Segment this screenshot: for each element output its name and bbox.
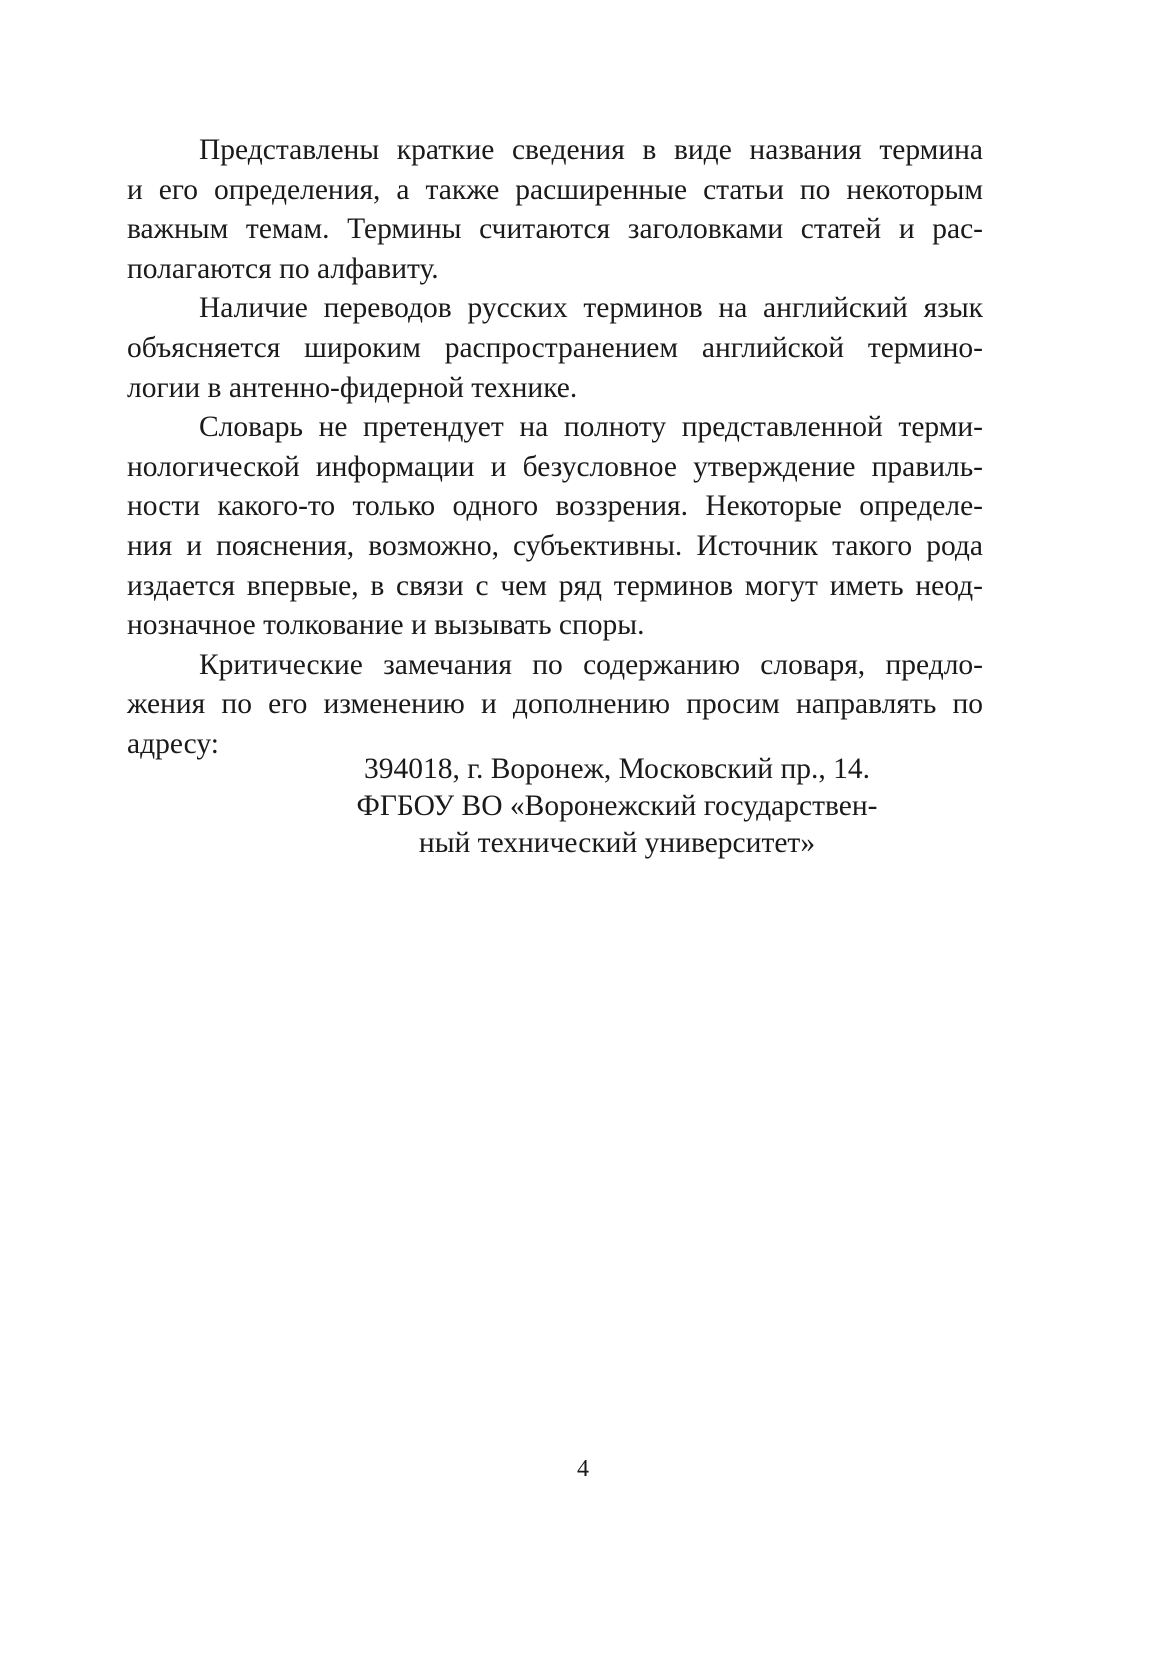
text-line: ния и пояснения, возможно, субъективны. Источник такого рода: [127, 529, 983, 562]
text-line: ности какого-то только одного воззрения. Некоторые определе-: [127, 490, 983, 523]
address-line: ФГБОУ ВО «Воронежский государствен-: [356, 790, 878, 822]
text-line: и его определения, а также расширенные статьи по некоторым: [127, 173, 983, 206]
text-line: Критические замечания по содержанию словаря, предло-: [199, 648, 983, 681]
paragraph-1: [127, 131, 983, 289]
text-line: издается впервые, в связи с чем ряд терминов могут иметь неод-: [127, 569, 983, 602]
page-number: 4: [577, 1456, 589, 1482]
body-text: [127, 131, 983, 765]
address-line: 394018, г. Воронеж, Московский пр., 14.: [363, 753, 871, 785]
address-line: ный технический университет»: [418, 827, 816, 859]
paragraph-2: [127, 289, 983, 408]
text-line: Представлены краткие сведения в виде названия термина: [199, 134, 983, 166]
text-line: логии в антенно-фидерной технике.: [127, 371, 578, 404]
text-line: объясняется широким распространением английской термино-: [127, 331, 983, 364]
text-line: важным темам. Термины считаются заголовками статей и рас-: [127, 213, 983, 246]
text-line: нозначное толкование и вызывать споры.: [127, 609, 645, 642]
text-line: жения по его изменению и дополнению просим направлять по: [127, 688, 983, 721]
text-line: Наличие переводов русских терминов на английский язык: [199, 292, 983, 325]
text-line: Словарь не претендует на полноту представленной терми-: [199, 411, 983, 444]
paragraph-4: [127, 646, 983, 765]
paragraph-3: [127, 408, 983, 646]
text-line: адресу:: [127, 727, 219, 760]
postal-address: [317, 751, 917, 862]
text-line: нологической информации и безусловное утверждение правиль-: [127, 450, 983, 483]
text-line: полагаются по алфавиту.: [127, 252, 439, 285]
